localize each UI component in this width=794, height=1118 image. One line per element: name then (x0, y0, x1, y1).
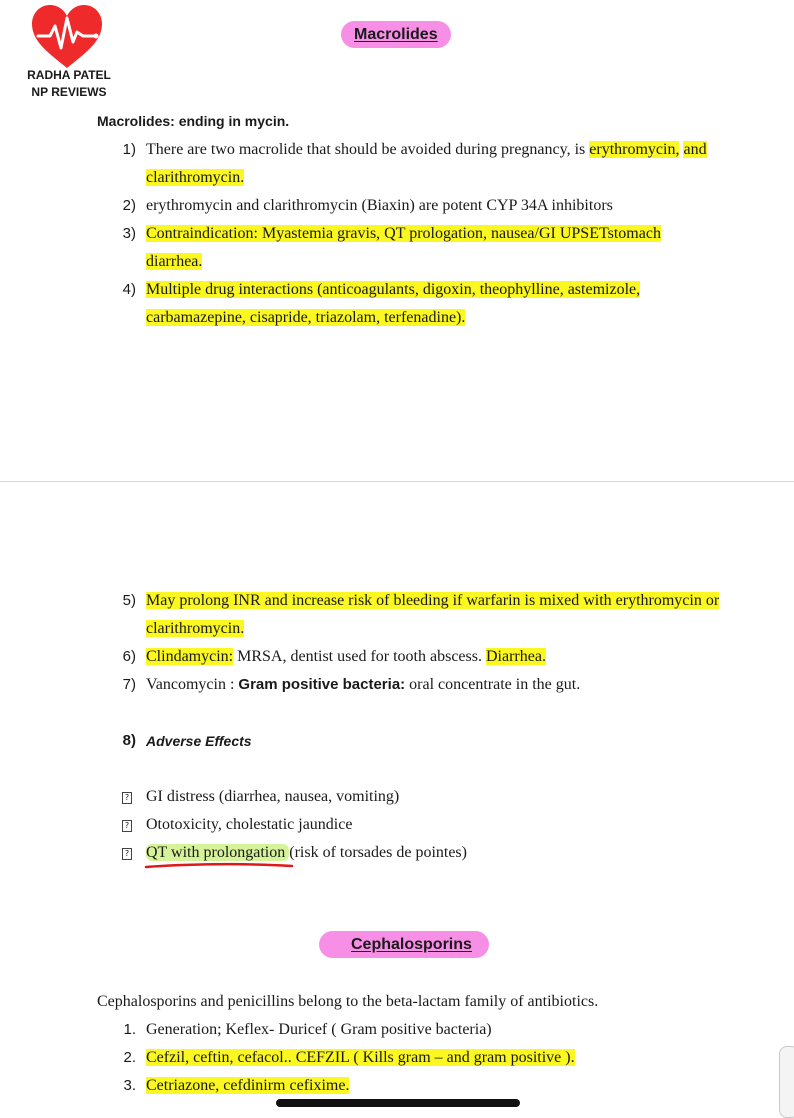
item-number: 3. (123, 1077, 136, 1094)
highlighted-text: carbamazepine, cisapride, triazolam, terfenadine). (146, 309, 466, 326)
red-underline-annotation (144, 860, 296, 872)
page-title-text: Macrolides (354, 26, 438, 43)
page-title (341, 21, 451, 48)
adverse-item-1: GI distress (diarrhea, nausea, vomiting) (146, 788, 400, 805)
list-item-text: Vancomycin : (146, 676, 239, 693)
highlighted-text: Cefzil, ceftin, cefacol.. CEFZIL ( Kills gram – and gram positive ). (146, 1049, 575, 1066)
ceph-intro: Cephalosporins and penicillins belong to the beta-lactam family of antibiotics. (97, 993, 599, 1010)
item-number: 2. (123, 1049, 136, 1066)
heart-pulse-icon (30, 4, 104, 70)
item-number: 2) (122, 197, 136, 214)
list-item-2: erythromycin and clarithromycin (Biaxin) are potent CYP 34A inhibitors (146, 197, 613, 214)
section-title-text: Cephalosporins (351, 936, 472, 953)
highlighted-text: erythromycin, (589, 141, 680, 158)
item-number: 6) (122, 648, 136, 665)
list-item-text: MRSA, dentist used for tooth abscess. (233, 648, 486, 665)
adverse-item-2: Ototoxicity, cholestatic jaundice (146, 816, 353, 833)
item-number: 1) (122, 141, 136, 158)
green-highlighted-text: QT with prolongation (146, 844, 290, 861)
highlighted-text: Clindamycin: (146, 648, 234, 665)
brand-line-2: NP REVIEWS (31, 85, 107, 99)
item-number: 4) (122, 281, 136, 298)
highlighted-text: and (683, 141, 707, 158)
highlighted-text: clarithromycin. (146, 620, 245, 637)
highlighted-text: Cetriazone, cefdinirm cefixime. (146, 1077, 350, 1094)
highlighted-text: diarrhea. (146, 253, 203, 270)
item-number: 8) (122, 732, 136, 749)
ceph-item-3 (146, 1075, 349, 1097)
list-item-text: oral concentrate in the gut. (405, 676, 581, 693)
list-item-5-line-1 (146, 590, 719, 612)
brand-name (16, 67, 122, 101)
list-item-7 (146, 674, 580, 696)
checkbox-glyph-icon: ? (122, 792, 132, 804)
item-number: 1. (123, 1021, 136, 1038)
bold-text: Gram positive bacteria: (238, 676, 406, 693)
list-item-text: There are two macrolide that should be avoided during pregnancy, is (146, 141, 590, 158)
page-separator (0, 481, 794, 482)
list-item-4-line-1 (146, 279, 640, 301)
scrollbar-thumb[interactable] (779, 1046, 794, 1118)
list-item-6 (146, 646, 546, 668)
adverse-effects-heading: Adverse Effects (146, 733, 252, 749)
home-indicator[interactable] (276, 1099, 520, 1107)
list-item-1-line-1 (146, 139, 707, 161)
highlighted-text: May prolong INR and increase risk of bleeding if warfarin is mixed with erythromycin or (146, 592, 720, 609)
item-number: 7) (122, 676, 136, 693)
list-item-1-line-2 (146, 167, 244, 189)
brand-line-1: RADHA PATEL (27, 68, 111, 82)
list-item-text: (risk of torsades de pointes) (289, 844, 467, 861)
list-item-5-line-2 (146, 618, 244, 640)
highlighted-text: Multiple drug interactions (anticoagulants, digoxin, theophylline, astemizole, (146, 281, 641, 298)
item-number: 5) (122, 592, 136, 609)
list-item-3-line-1 (146, 223, 661, 245)
highlighted-text: Diarrhea. (485, 648, 546, 665)
ceph-item-2 (146, 1047, 575, 1069)
section-title-cephalosporins (319, 931, 489, 958)
ceph-item-1: Generation; Keflex- Duricef ( Gram positive bacteria) (146, 1021, 492, 1038)
intro-heading: Macrolides: ending in mycin. (97, 113, 290, 129)
item-number: 3) (122, 225, 136, 242)
highlighted-text: Contraindication: Myastemia gravis, QT prologation, nausea/GI UPSETstomach (146, 225, 661, 242)
highlighted-text: clarithromycin. (146, 169, 245, 186)
checkbox-glyph-icon: ? (122, 848, 132, 860)
list-item-3-line-2 (146, 251, 202, 273)
checkbox-glyph-icon: ? (122, 820, 132, 832)
list-item-4-line-2 (146, 307, 465, 329)
